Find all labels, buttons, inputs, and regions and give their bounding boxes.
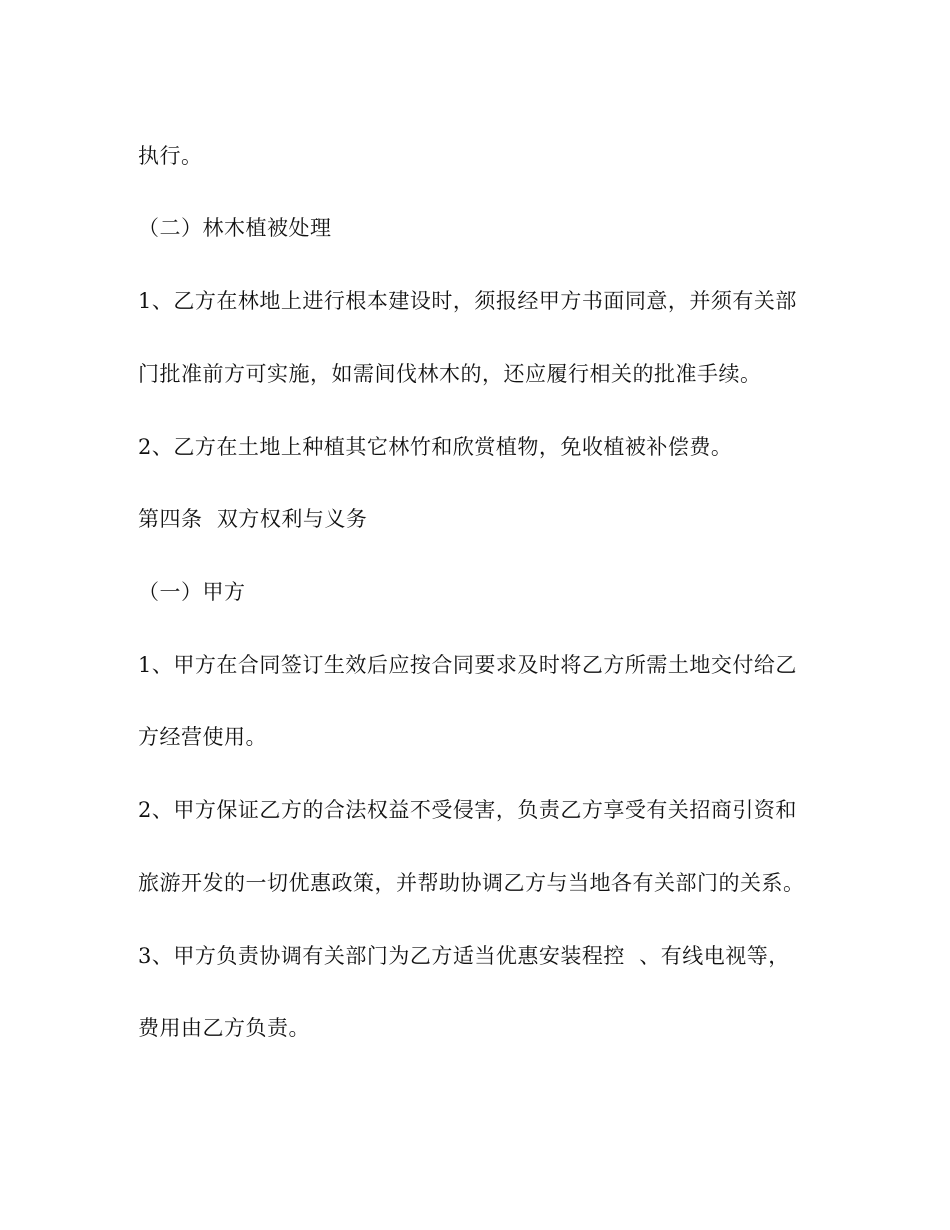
text-line: 3、甲方负责协调有关部门为乙方适当优惠安装程控 、有线电视等， [138, 944, 790, 968]
text-line: 2、乙方在土地上种植其它林竹和欣赏植物，免收植被补偿费。 [138, 435, 733, 459]
text-line: 2、甲方保证乙方的合法权益不受侵害，负责乙方享受有关招商引资和 [138, 798, 797, 822]
text-line: 1、甲方在合同签订生效后应按合同要求及时将乙方所需土地交付给乙 [138, 653, 797, 677]
text-line: 方经营使用。 [138, 725, 267, 749]
text-line: 旅游开发的一切优惠政策，并帮助协调乙方与当地各有关部门的关系。 [138, 871, 805, 895]
text-line: 执行。 [138, 144, 203, 168]
section-heading: （二）林木植被处理 [138, 216, 332, 240]
article-heading: 第四条 双方权利与义务 [138, 507, 368, 531]
section-heading: （一）甲方 [138, 580, 246, 604]
text-line: 1、乙方在林地上进行根本建设时，须报经甲方书面同意，并须有关部 [138, 289, 797, 313]
text-line: 门批准前方可实施，如需间伐林木的，还应履行相关的批准手续。 [138, 362, 762, 386]
text-line: 费用由乙方负责。 [138, 1016, 310, 1040]
